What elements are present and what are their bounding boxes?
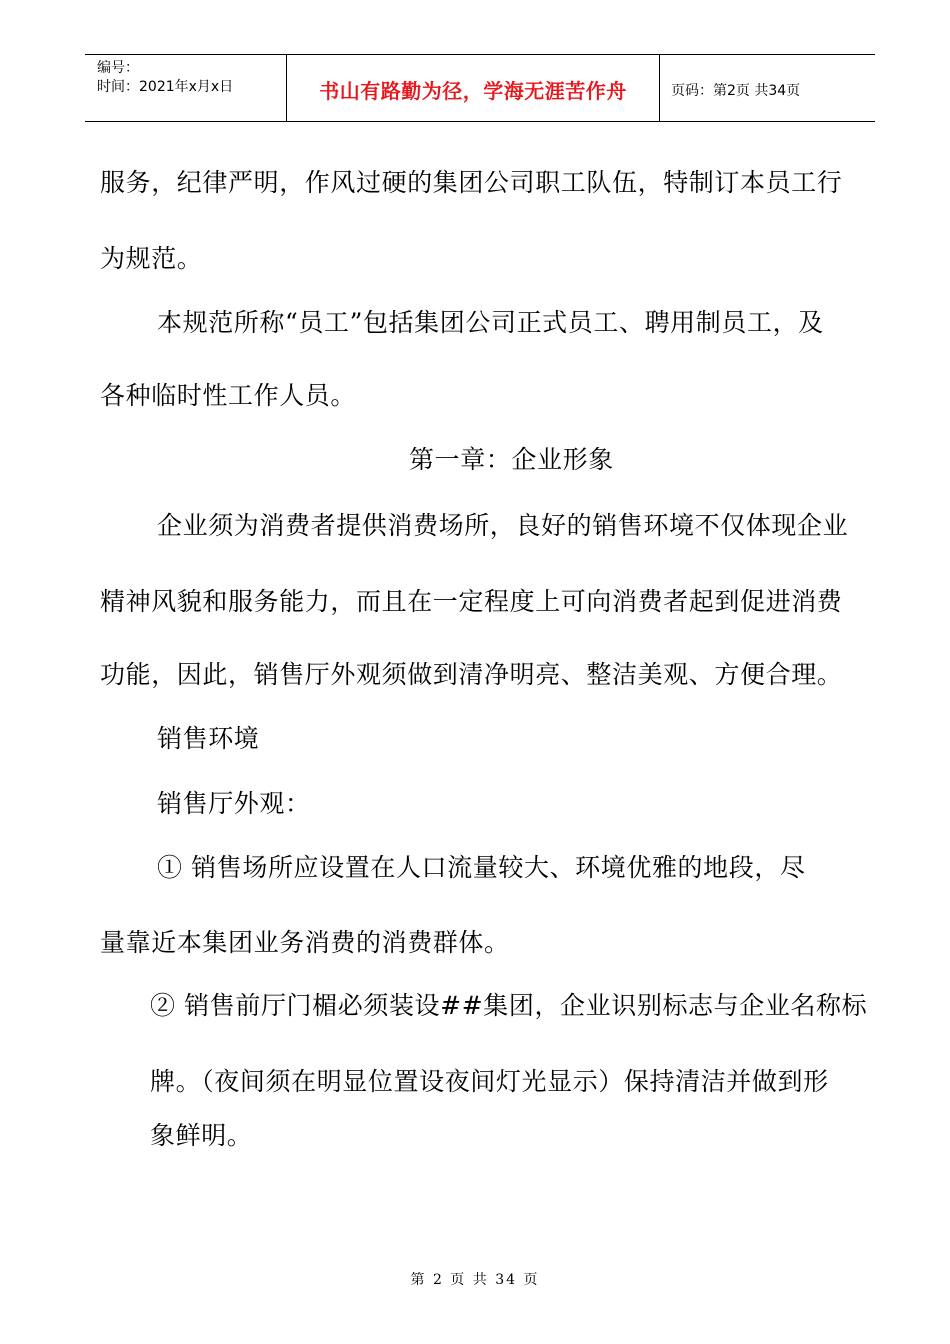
header-page-info: 页码：第2页 共34页 xyxy=(671,83,801,99)
header-divider xyxy=(659,55,660,122)
body-line: 各种临时性工作人员。 xyxy=(100,381,357,410)
body-line: 象鲜明。 xyxy=(150,1121,253,1150)
body-line: 牌。（夜间须在明显位置设夜间灯光显示）保持清洁并做到形 xyxy=(150,1067,829,1096)
body-line: ① 销售场所应设置在人口流量较大、环境优雅的地段，尽 xyxy=(157,853,806,882)
body-line: 精神风貌和服务能力，而且在一定程度上可向消费者起到促进消费 xyxy=(100,587,843,616)
chapter-title: 第一章：企业形象 xyxy=(409,445,614,474)
number-label: 编号： xyxy=(97,60,139,76)
body-line: ② 销售前厅门楣必须装设##集团，企业识别标志与企业名称标 xyxy=(150,991,868,1020)
page-header xyxy=(85,54,875,122)
time-label: 时间：2021年x月x日 xyxy=(97,79,234,95)
body-line: 功能，因此，销售厅外观须做到清净明亮、整洁美观、方便合理。 xyxy=(100,660,843,689)
body-line: 量靠近本集团业务消费的消费群体。 xyxy=(100,928,510,957)
page-footer: 第 2 页 共 34 页 xyxy=(410,1272,540,1288)
body-line: 服务，纪律严明，作风过硬的集团公司职工队伍，特制订本员工行 xyxy=(100,168,843,197)
body-line: 为规范。 xyxy=(100,244,203,273)
body-line: 企业须为消费者提供消费场所，良好的销售环境不仅体现企业 xyxy=(157,511,849,540)
header-motto: 书山有路勤为径，学海无涯苦作舟 xyxy=(319,79,627,103)
section-heading: 销售环境 xyxy=(157,724,260,753)
header-meta xyxy=(97,59,233,97)
section-heading: 销售厅外观： xyxy=(157,789,311,818)
body-line: 本规范所称“员工”包括集团公司正式员工、聘用制员工，及 xyxy=(157,308,824,337)
